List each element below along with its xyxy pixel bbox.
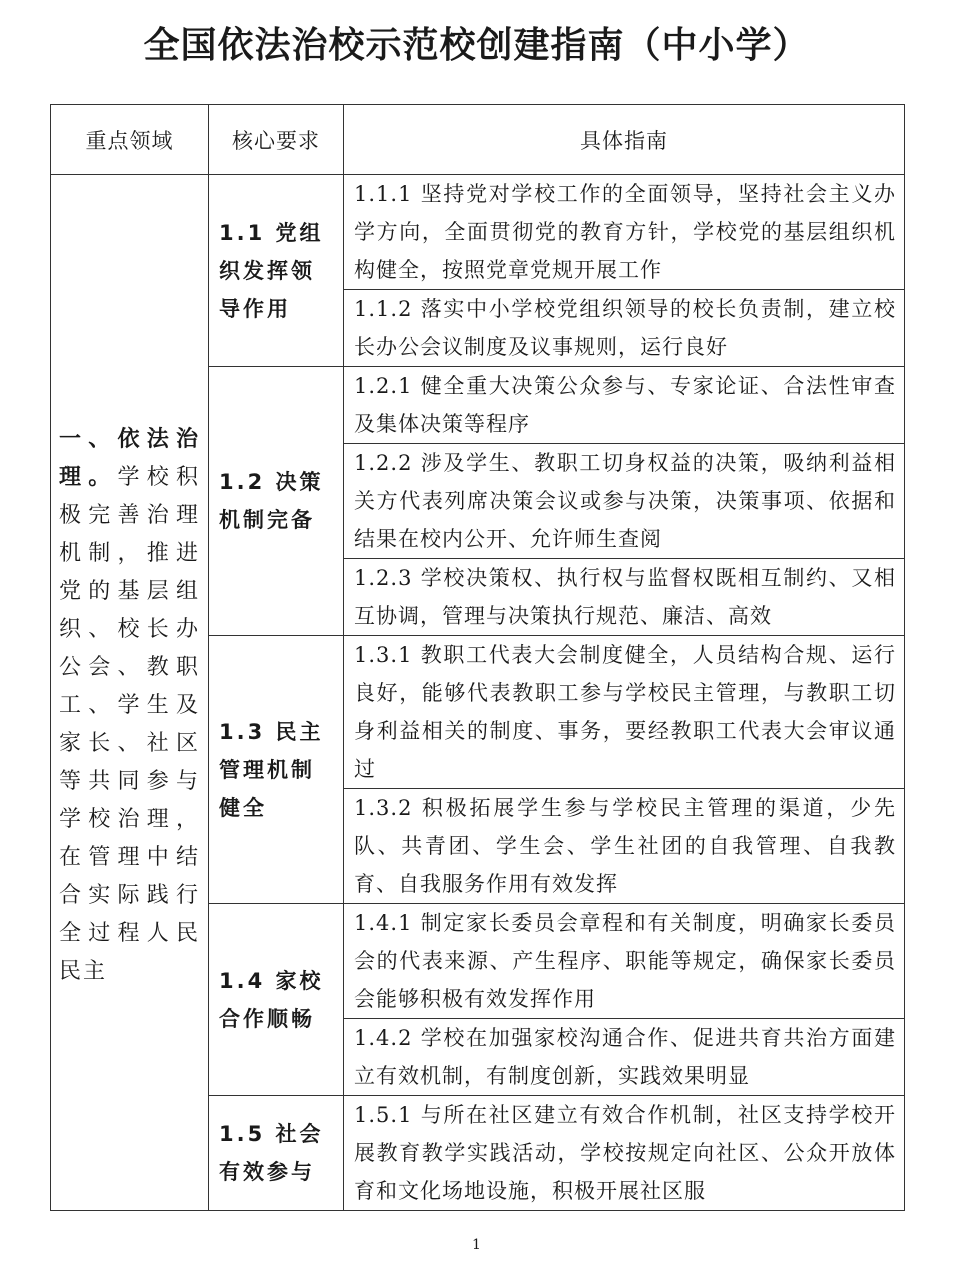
guide-cell [344,904,905,1019]
guide-text: 1.1.2 落实中小学校党组织领导的校长负责制，建立校长办公会议制度及议事规则，运行良好 [354,297,896,359]
requirement-cell [209,904,344,1096]
table-header-row [51,105,905,175]
guide-cell [344,367,905,444]
header-key-area: 重点领域 [51,105,209,175]
requirement-cell [209,367,344,636]
guide-cell [344,559,905,636]
requirement-label: 1.2 决策机制完备 [219,470,324,532]
guide-cell [344,789,905,904]
guide-cell [344,1096,905,1211]
table-row [51,175,905,290]
guide-cell [344,636,905,789]
requirement-cell [209,636,344,904]
guide-table [50,104,905,1211]
key-area-heading: 一、依法治理。 [59,426,200,490]
guide-text: 1.3.2 积极拓展学生参与学校民主管理的渠道，少先队、共青团、学生会、学生社团的自我管理、自我教育、自我服务作用有效发挥 [354,796,896,896]
guide-cell [344,1019,905,1096]
guide-text: 1.3.1 教职工代表大会制度健全，人员结构合规、运行良好，能够代表教职工参与学校民主管理，与教职工切身利益相关的制度、事务，要经教职工代表大会审议通过 [354,643,896,781]
guide-text: 1.5.1 与所在社区建立有效合作机制，社区支持学校开展教育教学实践活动，学校按规定向社区、公众开放体育和文化场地设施，积极开展社区服 [354,1103,896,1203]
guide-text: 1.2.3 学校决策权、执行权与监督权既相互制约、又相互协调，管理与决策执行规范、廉洁、高效 [354,566,896,628]
page-title: 全国依法治校示范校创建指南（中小学） [143,25,810,66]
requirement-label: 1.1 党组织发挥领导作用 [219,220,324,321]
guide-cell [344,290,905,367]
key-area-text [59,421,200,991]
requirement-cell [209,175,344,367]
requirement-label: 1.4 家校合作顺畅 [219,968,324,1031]
requirement-label: 1.3 民主管理机制健全 [219,719,324,820]
guide-text: 1.4.2 学校在加强家校沟通合作、促进共育共治方面建立有效机制，有制度创新，实践效果明显 [354,1026,896,1088]
guide-cell [344,175,905,290]
requirement-cell [209,1096,344,1211]
guide-cell [344,444,905,559]
guide-text: 1.4.1 制定家长委员会章程和有关制度，明确家长委员会的代表来源、产生程序、职能等规定，确保家长委员会能够积极有效发挥作用 [354,911,896,1011]
guide-text: 1.1.1 坚持党对学校工作的全面领导，坚持社会主义办学方向，全面贯彻党的教育方针，学校党的基层组织机构健全，按照党章党规开展工作 [354,182,896,282]
guide-text: 1.2.2 涉及学生、教职工切身权益的决策，吸纳利益相关方代表列席决策会议或参与决策，决策事项、依据和结果在校内公开、允许师生查阅 [354,451,896,551]
header-core-requirement: 核心要求 [209,105,344,175]
guide-text: 1.2.1 健全重大决策公众参与、专家论证、合法性审查及集体决策等程序 [354,374,896,436]
key-area-body: 学校积极完善治理机制，推进党的基层组织、校长办公会、教职工、学生及家长、社区等共同参与学校治理，在管理中结合实际践行全过程人民民主 [59,464,200,984]
requirement-label: 1.5 社会有效参与 [219,1122,324,1184]
header-specific-guide: 具体指南 [344,105,905,175]
page-number: 1 [472,1237,481,1253]
key-area-cell [51,175,209,1211]
